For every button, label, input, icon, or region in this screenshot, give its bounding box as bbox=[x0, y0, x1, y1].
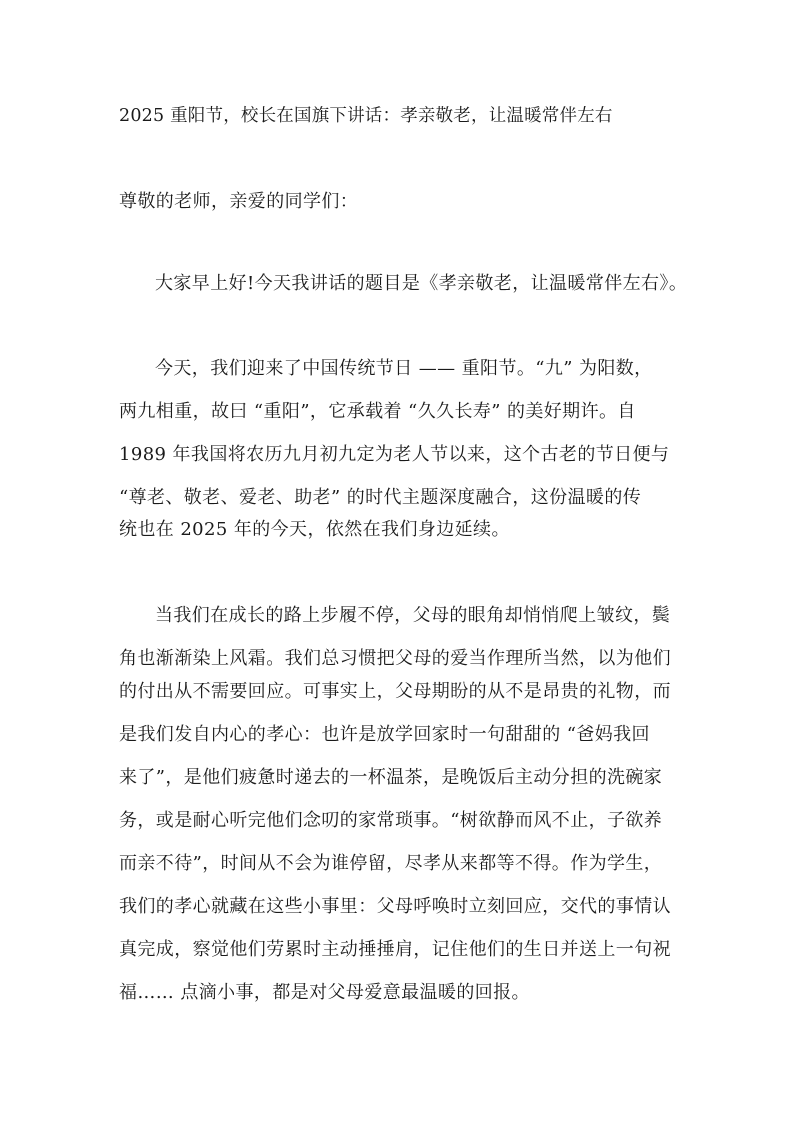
paragraph-line: 1989 年我国将农历九月初九定为老人节以来，这个古老的节日便与 bbox=[119, 444, 670, 465]
paragraph-line: “尊老、敬老、爱老、助老” 的时代主题深度融合，这份温暖的传 bbox=[119, 487, 642, 508]
paragraph-line: 今天，我们迎来了中国传统节日 —— 重阳节。“九” 为阳数， bbox=[155, 358, 653, 379]
paragraph-line: 真完成，察觉他们劳累时主动捶捶肩，记住他们的生日并送上一句祝 bbox=[119, 939, 671, 960]
paragraph-line: 统也在 2025 年的今天，依然在我们身边延续。 bbox=[119, 519, 510, 540]
paragraph-line: 我们的孝心就藏在这些小事里：父母呼唤时立刻回应，交代的事情认 bbox=[119, 896, 671, 917]
paragraph-line: 角也渐渐染上风霜。我们总习惯把父母的爱当作理所当然，以为他们 bbox=[119, 648, 671, 669]
salutation: 尊敬的老师，亲爱的同学们： bbox=[119, 191, 359, 212]
paragraph-line: 大家早上好!今天我讲话的题目是《孝亲敬老，让温暖常伴左右》。 bbox=[155, 273, 688, 294]
paragraph-line: 当我们在成长的路上步履不停，父母的眼角却悄悄爬上皱纹，鬓 bbox=[155, 605, 671, 626]
paragraph-line: 务，或是耐心听完他们念叨的家常琐事。“树欲静而风不止，子欲养 bbox=[119, 810, 663, 831]
paragraph-line: 来了”，是他们疲惫时递去的一杯温茶，是晚饭后主动分担的洗碗家 bbox=[119, 767, 663, 788]
document-title: 2025 重阳节，校长在国旗下讲话：孝亲敬老，让温暖常伴左右 bbox=[119, 106, 613, 126]
paragraph-line: 福…… 点滴小事，都是对父母爱意最温暖的回报。 bbox=[119, 982, 530, 1003]
paragraph-line: 两九相重，故曰 “重阳”，它承载着 “久久长寿” 的美好期许。自 bbox=[119, 401, 636, 422]
paragraph-line: 是我们发自内心的孝心：也许是放学回家时一句甜甜的 “爸妈我回 bbox=[119, 724, 650, 745]
paragraph-line: 的付出从不需要回应。可事实上，父母期盼的从不是昂贵的礼物，而 bbox=[119, 681, 671, 702]
paragraph-line: 而亲不待”，时间从不会为谁停留，尽孝从来都等不得。作为学生， bbox=[119, 853, 663, 874]
